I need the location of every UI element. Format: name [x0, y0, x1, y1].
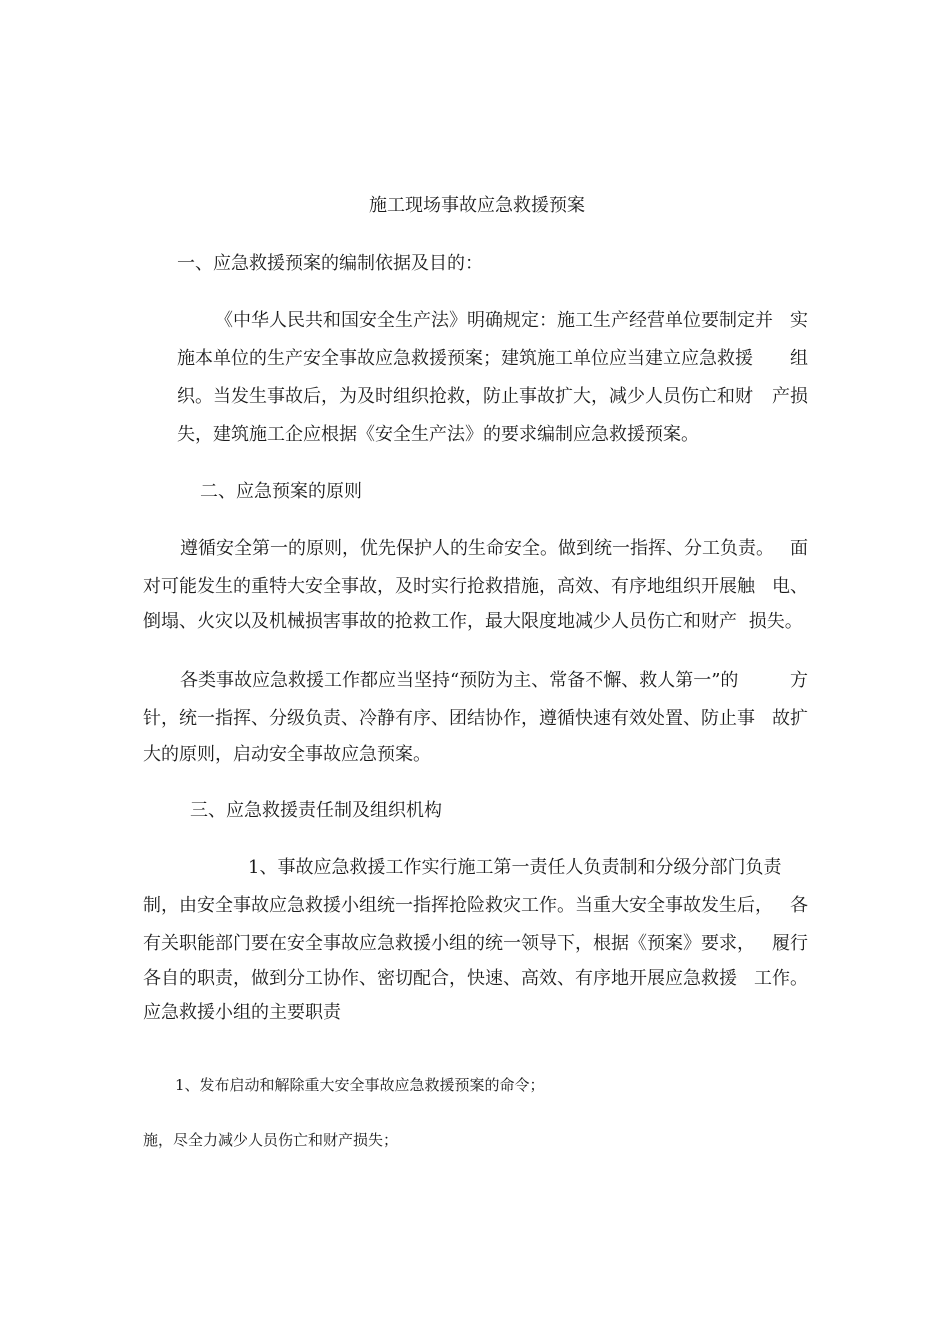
text-segment: 施本单位的生产安全事故应急救援预案；建筑施工单位应当建立应急救援: [177, 348, 753, 369]
section3-paragraph-line-2: [143, 894, 808, 918]
section2-heading: 二、应急预案的原则: [200, 481, 362, 502]
text-segment: 组: [790, 348, 808, 369]
section1-paragraph-line-4: 失，建筑施工企应根据《安全生产法》的要求编制应急救援预案。: [177, 424, 699, 445]
section3-list-item-1: 1、发布启动和解除重大安全事故应急救援预案的命令；: [175, 1076, 545, 1094]
text-segment: 产损: [772, 386, 808, 407]
document-title: 施工现场事故应急救援预案: [369, 195, 585, 216]
text-segment: 面: [790, 538, 808, 559]
text-segment: 织。当发生事故后，为及时组织抢救，防止事故扩大，减少人员伤亡和财: [177, 386, 753, 407]
section1-paragraph-line-2: [177, 347, 808, 371]
section3-list-item-2: 施，尽全力减少人员伤亡和财产损失；: [143, 1131, 399, 1149]
section2-paragraph1-line-2: [143, 575, 808, 599]
section3-paragraph-line-3: [143, 932, 808, 956]
text-segment: 制，由安全事故应急救援小组统一指挥抢险救灾工作。当重大安全事故发生后，: [143, 895, 773, 916]
text-segment: 《中华人民共和国安全生产法》明确规定：施工生产经营单位要制定并: [215, 310, 773, 331]
text-segment: 故扩: [772, 708, 808, 729]
section3-paragraph-line-4: [143, 967, 808, 991]
text-segment: 履行: [772, 933, 808, 954]
text-segment: 各类事故应急救援工作都应当坚持“预防为主、常备不懈、救人第一”的: [180, 670, 739, 691]
section1-paragraph-line-3: [177, 385, 808, 409]
section2-paragraph2-line-3: 大的原则，启动安全事故应急预案。: [143, 744, 431, 765]
section2-paragraph2-line-1: [180, 669, 808, 693]
section3-heading: 三、应急救援责任制及组织机构: [190, 800, 442, 821]
text-segment: 各: [790, 895, 808, 916]
text-segment: 实: [790, 310, 808, 331]
text-segment: 对可能发生的重特大安全事故，及时实行抢救措施，高效、有序地组织开展触: [143, 576, 755, 597]
section1-paragraph-line-1: [215, 309, 808, 333]
text-segment: 遵循安全第一的原则，优先保护人的生命安全。做到统一指挥、分工负责。: [180, 538, 774, 559]
text-segment: 工作。: [754, 968, 808, 989]
text-segment: 各自的职责，做到分工协作、密切配合，快速、高效、有序地开展应急救援: [143, 968, 737, 989]
section2-paragraph1-line-3: [143, 610, 803, 634]
section2-paragraph2-line-2: [143, 707, 808, 731]
section3-paragraph-line-5: 应急救援小组的主要职责: [143, 1002, 341, 1023]
text-segment: 方: [790, 670, 808, 691]
section1-heading: 一、应急救援预案的编制依据及目的：: [177, 253, 483, 274]
text-segment: 电、: [772, 576, 808, 597]
section2-paragraph1-line-1: [180, 537, 808, 561]
section3-paragraph-line-1: 1、事故应急救援工作实行施工第一责任人负责制和分级分部门负责: [248, 857, 782, 878]
text-segment: 损失。: [748, 611, 803, 632]
text-segment: 有关职能部门要在安全事故应急救援小组的统一领导下，根据《预案》要求，: [143, 933, 755, 954]
text-segment: 针，统一指挥、分级负责、冷静有序、团结协作，遵循快速有效处置、防止事: [143, 708, 755, 729]
text-segment: 倒塌、火灾以及机械损害事故的抢救工作，最大限度地减少人员伤亡和财产: [143, 611, 737, 632]
